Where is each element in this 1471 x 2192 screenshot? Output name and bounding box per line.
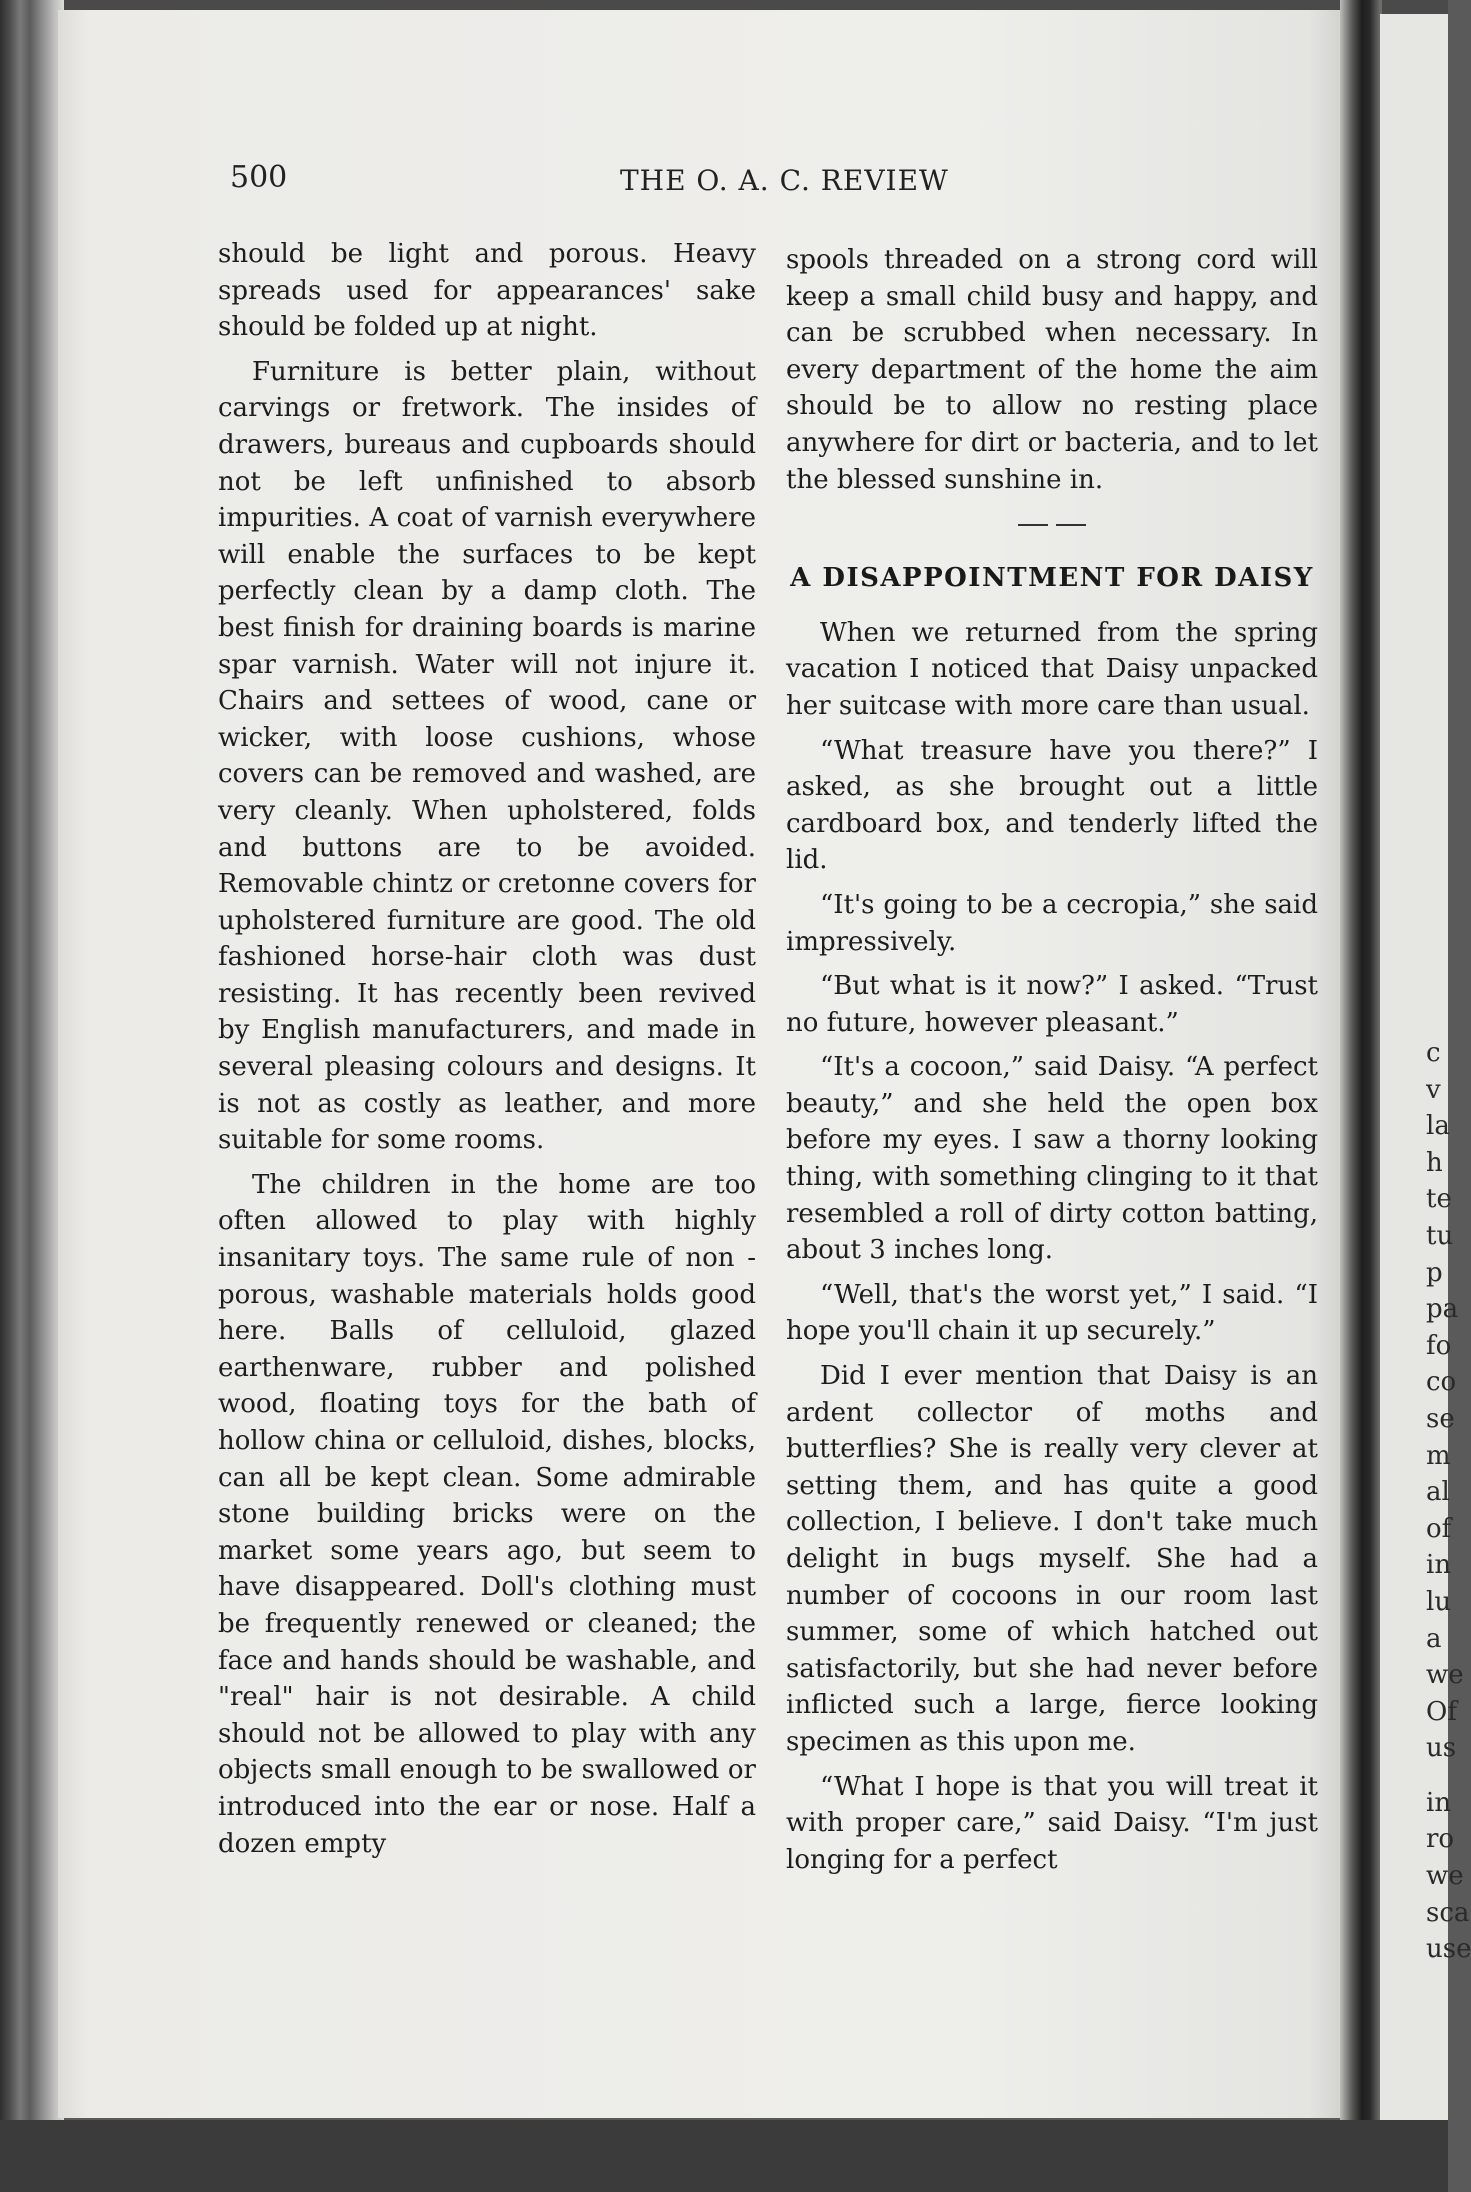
text-fragment: tu [1426, 1220, 1454, 1251]
text-fragment: pa [1426, 1294, 1459, 1325]
section-heading: A DISAPPOINTMENT FOR DAISY [790, 563, 1314, 594]
text-fragment: Of [1426, 1696, 1457, 1727]
page-number: 500 [230, 160, 288, 195]
text-fragment: c [1426, 1038, 1441, 1068]
text-fragment: al [1426, 1477, 1450, 1508]
text-fragment: we [1426, 1861, 1464, 1892]
text-fragment: m [1426, 1440, 1451, 1471]
text-fragment: we [1426, 1660, 1464, 1691]
paragraph: “It's going to be a cecropia,” she said impressively. [786, 889, 1318, 957]
text-fragment: se [1426, 1403, 1455, 1434]
text-fragment: a [1426, 1623, 1442, 1654]
text-fragment: co [1426, 1367, 1457, 1398]
text-fragment: v [1426, 1074, 1441, 1105]
left-column [218, 236, 756, 1862]
right-column [786, 242, 1318, 1878]
paragraph: should be light and porous. Heavy spreads used for appearances' sake should be folded up at night. [218, 239, 756, 343]
text-fragment: in [1426, 1550, 1452, 1581]
text-fragment: te [1426, 1184, 1452, 1215]
facing-page-text [1426, 0, 1471, 1968]
text-fragment: sca [1426, 1897, 1470, 1928]
paragraph: “But what is it now?” I asked. “Trust no future, however pleasant.” [786, 971, 1318, 1038]
scan-border-bottom [0, 2120, 1448, 2192]
paragraph: spools threaded on a strong cord will keep a small child busy and happy, and can be scrubbed when necessary. In every department of the home the aim should be to allow no resting place anywhere for dirt or bacteria, and to let the blessed sunshine in. [786, 245, 1318, 495]
running-head: THE O. A. C. REVIEW [620, 164, 949, 197]
text-fragment: of [1426, 1513, 1452, 1544]
text-fragment: fo [1426, 1330, 1452, 1361]
text-fragment: p [1426, 1257, 1443, 1288]
text-fragment: ro [1426, 1824, 1455, 1855]
text-fragment: la [1426, 1111, 1450, 1142]
text-fragment: us [1426, 1733, 1457, 1764]
paragraph: Did I ever mention that Daisy is an ardent collector of moths and butterflies? She is really very clever at setting them, and has quite a good collection, I believe. I don't take much delight in bugs myself. She had a number of cocoons in our room last summer, some of which hatched out satisfactorily, but she had never before inflicted such a large, fierce looking specimen as this upon me. [786, 1361, 1318, 1757]
paragraph: The children in the home are too often allowed to play with highly insanitary toys. The same rule of non - porous, washable materials holds good here. Balls of celluloid, glazed earthenware, rubber and polished wood, floating toys for the bath of hollow china or celluloid, dishes, blocks, can all be kept clean. Some admirable stone building bricks were on the market some years ago, but seem to have disappeared. Doll's clothing must be frequently renewed or cleaned; the face and hands should be washable, and "real" hair is not desirable. A child should not be allowed to play with any objects small enough to be swallowed or introduced into the ear or nose. Half a dozen empty [218, 1169, 756, 1859]
text-fragment: lu [1426, 1586, 1452, 1617]
paragraph: When we returned from the spring vacation I noticed that Daisy unpacked her suitcase with more care than usual. [786, 617, 1318, 721]
paragraph: Furniture is better plain, without carvings or fretwork. The insides of drawers, bureaus and cupboards should not be left unfinished to absorb impurities. A coat of varnish everywhere will enable the surfaces to be kept perfectly clean by a damp cloth. The best finish for draining boards is marine spar varnish. Water will not injure it. Chairs and settees of wood, cane or wicker, with loose cushions, whose covers can be removed and washed, are very cleanly. When upholstered, folds and buttons are to be avoided. Removable chintz or cretonne covers for upholstered furniture are good. The old fashioned horse-hair cloth was dust resisting. It has recently been revived by English manufacturers, and made in several pleasing colours and designs. It is not as costly as leather, and more suitable for some rooms. [218, 356, 756, 1156]
text-fragment: in [1426, 1787, 1452, 1818]
book-gutter [1340, 0, 1382, 2140]
text-fragment: use [1426, 1934, 1471, 1965]
paragraph: “Well, that's the worst yet,” I said. “I hope you'll chain it up securely.” [786, 1279, 1318, 1347]
section-divider [786, 524, 1318, 526]
text-fragment: h [1426, 1147, 1443, 1178]
paragraph: “What treasure have you there?” I asked, as she brought out a little cardboard box, and tenderly lifted the lid. [786, 735, 1318, 876]
paragraph: “What I hope is that you will treat it with proper care,” said Daisy. “I'm just longing for a perfect [786, 1771, 1318, 1875]
paragraph: “It's a cocoon,” said Daisy. “A perfect beauty,” and she held the open box before my eyes. I saw a thorny looking thing, with something clinging to it that resembled a roll of dirty cotton batting, about 3 inches long. [786, 1052, 1318, 1266]
book-page-edges [0, 0, 64, 2140]
